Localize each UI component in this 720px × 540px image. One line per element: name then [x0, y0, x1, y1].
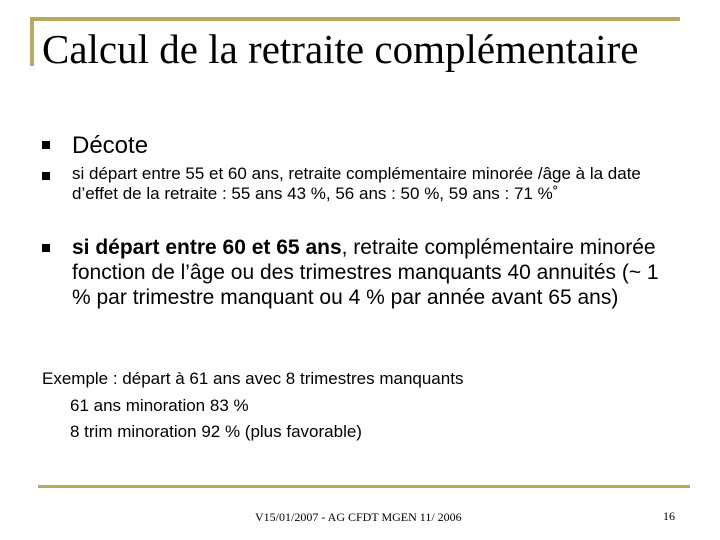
bullet-square-icon	[42, 141, 50, 149]
bullet-decote: Décote	[72, 132, 149, 159]
title-frame-vertical-line	[30, 17, 34, 66]
page-number: 16	[663, 509, 675, 523]
example-line-2: 61 ans minoration 83 %	[70, 395, 249, 415]
example-block	[42, 366, 463, 446]
bullet-depart-60-65-rest: , retraite complémentaire minorée fonction de l’âge ou des trimestres manquants 40 annuités (~ 1 % par trimestre manquant ou 4 % par année avant 65 ans)	[72, 236, 659, 309]
slide-title: Calcul de la retraite complémentaire	[42, 26, 639, 72]
title-frame-horizontal-line	[30, 17, 680, 21]
bullet-depart-60-65-bold: si départ entre 60 et 65 ans	[72, 236, 342, 259]
example-line-3: 8 trim minoration 92 % (plus favorable)	[70, 422, 362, 441]
footer-text: V15/01/2007 - AG CFDT MGEN 11/ 2006	[255, 510, 462, 524]
example-line-1: Exemple : départ à 61 ans avec 8 trimestres manquants	[42, 369, 464, 388]
bullet-square-icon	[42, 172, 50, 180]
bullet-depart-55-60: si départ entre 55 et 60 ans, retraite complémentaire minorée /âge à la date d’effet de la retraite : 55 ans 43 %, 56 ans : 50 %, 59 ans : 71 %˚	[72, 164, 641, 203]
bullet-square-icon	[42, 244, 50, 252]
bullet-depart-60-65	[72, 235, 682, 310]
footer-frame-line	[38, 485, 690, 488]
